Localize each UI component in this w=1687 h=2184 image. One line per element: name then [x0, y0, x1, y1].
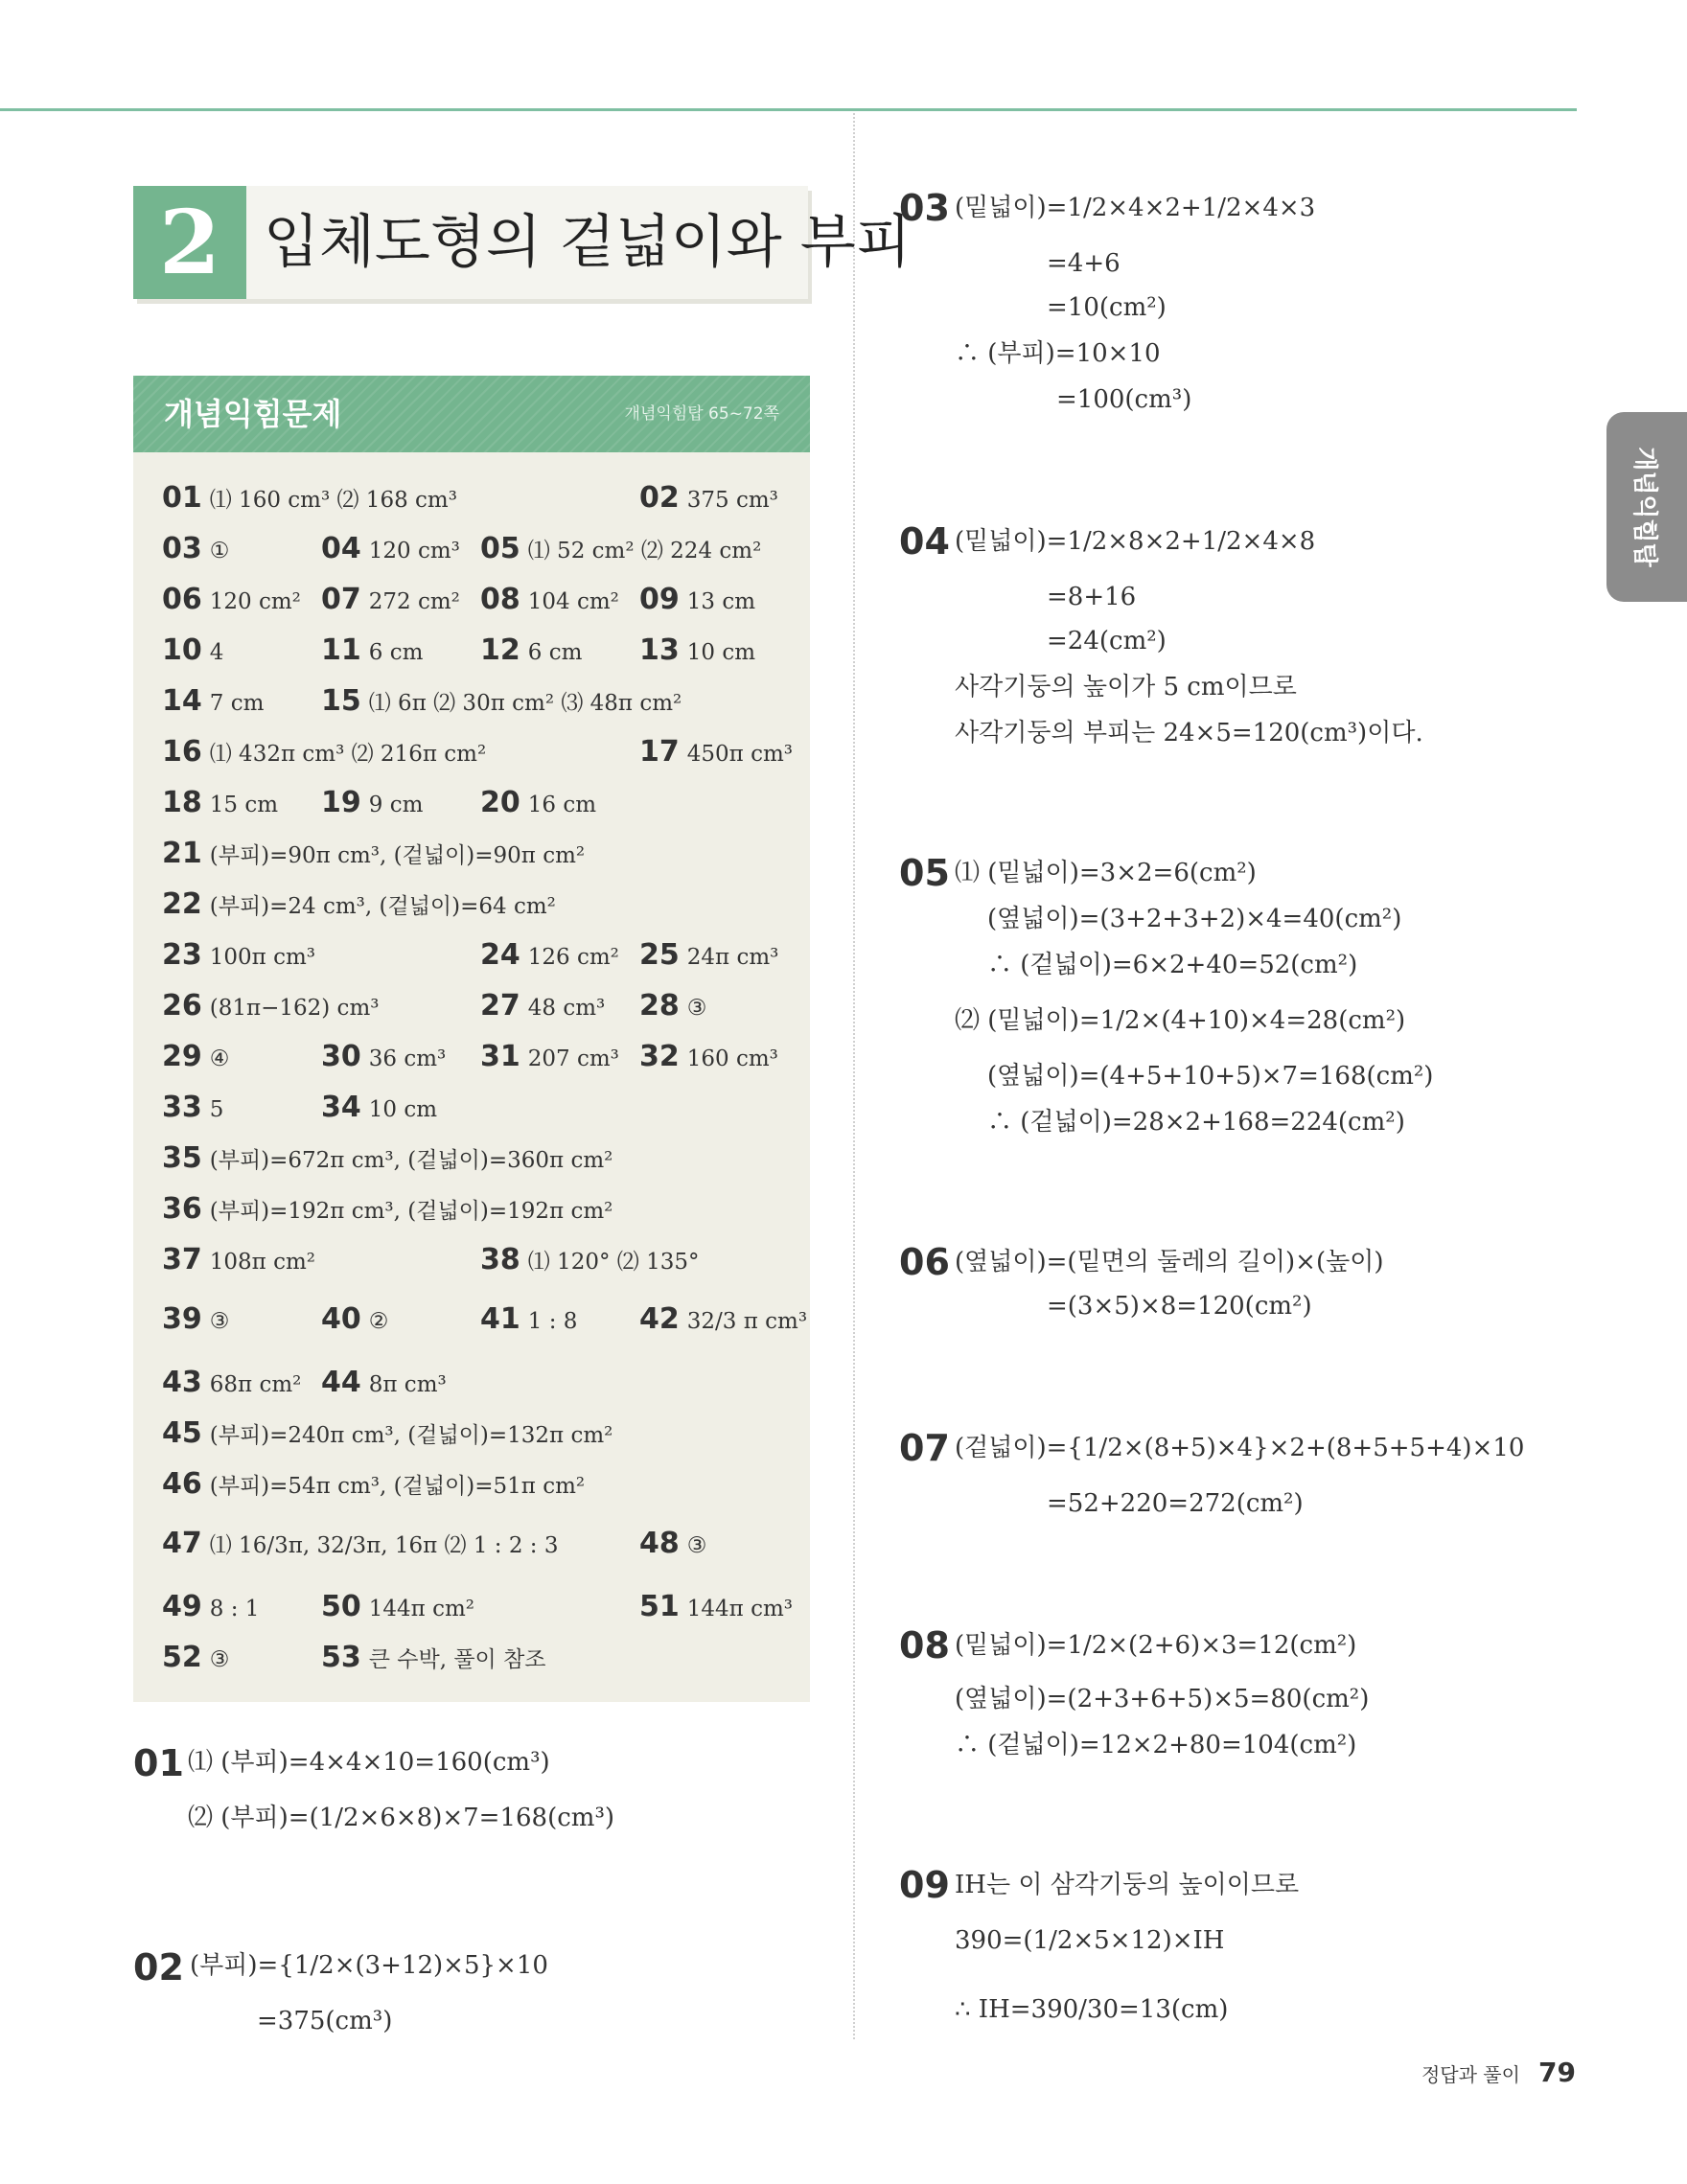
answer-row — [133, 782, 810, 824]
answer-item: 08 104 cm² — [480, 583, 619, 616]
solution-line: ∴ IH=390/30=13(cm) — [955, 1995, 1229, 2024]
answer-row — [133, 1362, 810, 1404]
answer-row — [133, 1413, 810, 1455]
answer-row — [133, 630, 810, 672]
answer-item: 40 ② — [321, 1302, 389, 1336]
answer-item: 33 5 — [162, 1091, 224, 1124]
answer-item: 22 (부피)=24 cm³, (겉넓이)=64 cm² — [162, 887, 556, 921]
answer-item: 14 7 cm — [162, 684, 265, 718]
chapter-title: 입체도형의 겉넓이와 부피 — [264, 209, 912, 276]
solution-number: 02 — [133, 1946, 184, 1989]
solution-line: ∴ (겉넓이)=12×2+80=104(cm²) — [955, 1731, 1357, 1759]
answer-item: 15 ⑴ 6π ⑵ 30π cm² ⑶ 48π cm² — [321, 684, 682, 718]
answer-item: 44 8π cm³ — [321, 1366, 447, 1399]
answer-row — [133, 985, 810, 1027]
answer-row — [133, 579, 810, 621]
side-tab-label: 개념익힘탑 — [1629, 447, 1659, 567]
answer-item: 01 ⑴ 160 cm³ ⑵ 168 cm³ — [162, 481, 457, 515]
answer-item: 07 272 cm² — [321, 583, 460, 616]
solution-line: (겉넓이)={1/2×(8+5)×4}×2+(8+5+5+4)×10 — [955, 1434, 1525, 1462]
answer-row — [133, 1036, 810, 1078]
answer-item: 42 32/3 π cm³ — [639, 1302, 808, 1336]
solution-line: (옆넓이)=(4+5+10+5)×7=168(cm²) — [987, 1062, 1434, 1091]
solution-number: 07 — [899, 1427, 950, 1469]
answer-item: 39 ③ — [162, 1302, 230, 1336]
answer-item: 52 ③ — [162, 1641, 230, 1674]
answer-row — [133, 1523, 810, 1565]
answer-row — [133, 477, 810, 519]
chapter-number: 2 — [133, 186, 246, 299]
answer-item: 20 16 cm — [480, 786, 597, 819]
answer-item: 26 (81π−162) cm³ — [162, 989, 380, 1023]
answer-row — [133, 1138, 810, 1180]
answer-row — [133, 680, 810, 723]
answer-item: 16 ⑴ 432π cm³ ⑵ 216π cm² — [162, 735, 487, 769]
solution-line: =52+220=272(cm²) — [1047, 1489, 1304, 1518]
solution-line: =10(cm²) — [1047, 293, 1167, 322]
solution-line: =375(cm³) — [257, 2007, 393, 2035]
solution-line: =8+16 — [1047, 583, 1137, 611]
answer-item: 41 1 : 8 — [480, 1302, 578, 1336]
answer-row — [133, 1299, 810, 1341]
answer-item: 13 10 cm — [639, 633, 756, 667]
answer-row — [133, 1087, 810, 1129]
answer-row — [133, 1586, 810, 1628]
answer-item: 37 108π cm² — [162, 1243, 315, 1276]
concept-box-header — [133, 376, 810, 452]
solution-line: 사각기둥의 부피는 24×5=120(cm³)이다. — [955, 719, 1423, 747]
answer-item: 34 10 cm — [321, 1091, 438, 1124]
answer-row — [133, 528, 810, 570]
answer-row — [133, 1463, 810, 1506]
answer-item: 19 9 cm — [321, 786, 424, 819]
solution-line: (밑넓이)=1/2×(2+6)×3=12(cm²) — [955, 1631, 1357, 1660]
answer-item: 11 6 cm — [321, 633, 424, 667]
answer-item: 48 ③ — [639, 1527, 707, 1560]
answer-item: 04 120 cm³ — [321, 532, 460, 565]
answer-item: 27 48 cm³ — [480, 989, 606, 1023]
answer-item: 38 ⑴ 120° ⑵ 135° — [480, 1243, 700, 1276]
section-side-tab — [1606, 412, 1687, 602]
solution-line: ∴ (부피)=10×10 — [955, 339, 1161, 368]
top-rule — [0, 108, 1577, 111]
answer-item: 51 144π cm³ — [639, 1590, 793, 1623]
solution-line: ⑴ (부피)=4×4×10=160(cm³) — [188, 1748, 550, 1777]
answer-row — [133, 833, 810, 875]
answer-item: 49 8 : 1 — [162, 1590, 260, 1623]
chapter-heading — [133, 186, 912, 299]
answer-item: 32 160 cm³ — [639, 1040, 778, 1073]
answer-item: 24 126 cm² — [480, 938, 619, 972]
page-number: 79 — [1538, 2057, 1576, 2088]
column-divider — [853, 113, 855, 2039]
answer-item: 35 (부피)=672π cm³, (겉넓이)=360π cm² — [162, 1141, 613, 1175]
answer-item: 43 68π cm² — [162, 1366, 302, 1399]
solution-line: =100(cm³) — [1056, 385, 1192, 414]
answer-item: 53 큰 수박, 풀이 참조 — [321, 1641, 546, 1674]
answer-item: 25 24π cm³ — [639, 938, 779, 972]
solution-line: ⑵ (부피)=(1/2×6×8)×7=168(cm³) — [188, 1804, 615, 1832]
solution-line: ⑴ (밑넓이)=3×2=6(cm²) — [955, 859, 1257, 887]
solution-number: 03 — [899, 187, 950, 229]
answer-item: 12 6 cm — [480, 633, 583, 667]
answer-item: 45 (부피)=240π cm³, (겉넓이)=132π cm² — [162, 1416, 613, 1450]
answer-item: 47 ⑴ 16/3π, 32/3π, 16π ⑵ 1 : 2 : 3 — [162, 1527, 559, 1560]
solution-line: ∴ (겉넓이)=6×2+40=52(cm²) — [987, 951, 1358, 979]
answer-row — [133, 1239, 810, 1281]
solution-line: 390=(1/2×5×12)×IH — [955, 1926, 1225, 1955]
answer-item: 21 (부피)=90π cm³, (겉넓이)=90π cm² — [162, 837, 586, 870]
solution-line: (부피)={1/2×(3+12)×5}×10 — [190, 1951, 548, 1980]
solution-line: =24(cm²) — [1047, 627, 1167, 655]
answer-item: 06 120 cm² — [162, 583, 301, 616]
answer-row — [133, 1188, 810, 1230]
solution-number: 01 — [133, 1742, 184, 1784]
answer-item: 17 450π cm³ — [639, 735, 793, 769]
answer-item: 36 (부피)=192π cm³, (겉넓이)=192π cm² — [162, 1192, 613, 1226]
solution-line: (옆넓이)=(2+3+6+5)×5=80(cm²) — [955, 1685, 1370, 1713]
answer-row — [133, 731, 810, 773]
answer-item: 05 ⑴ 52 cm² ⑵ 224 cm² — [480, 532, 762, 565]
answer-row — [133, 934, 810, 977]
answer-item: 23 100π cm³ — [162, 938, 315, 972]
answer-item: 03 ① — [162, 532, 230, 565]
concept-box-ref: 개념익힘탑 65~72쪽 — [624, 404, 779, 424]
answer-item: 30 36 cm³ — [321, 1040, 447, 1073]
answer-item: 18 15 cm — [162, 786, 279, 819]
solution-line: 사각기둥의 높이가 5 cm이므로 — [955, 673, 1297, 701]
solution-line: IH는 이 삼각기둥의 높이이므로 — [955, 1871, 1300, 1899]
answer-item: 46 (부피)=54π cm³, (겉넓이)=51π cm² — [162, 1467, 586, 1501]
solution-line: (밑넓이)=1/2×4×2+1/2×4×3 — [955, 194, 1316, 222]
solution-number: 08 — [899, 1624, 950, 1667]
solution-number: 05 — [899, 852, 950, 894]
concept-box-title: 개념익힘문제 — [164, 396, 342, 432]
solution-line: =(3×5)×8=120(cm²) — [1047, 1292, 1312, 1321]
solution-number: 09 — [899, 1864, 950, 1906]
answer-row — [133, 884, 810, 926]
page-footer — [1421, 2057, 1576, 2088]
solution-line: (밑넓이)=1/2×8×2+1/2×4×8 — [955, 527, 1316, 556]
solution-line: ∴ (겉넓이)=28×2+168=224(cm²) — [987, 1108, 1405, 1137]
answer-item: 29 ④ — [162, 1040, 230, 1073]
solution-line: (옆넓이)=(3+2+3+2)×4=40(cm²) — [987, 905, 1402, 933]
solution-line: =4+6 — [1047, 249, 1121, 278]
answer-item: 10 4 — [162, 633, 224, 667]
answer-item: 02 375 cm³ — [639, 481, 778, 515]
answer-item: 28 ③ — [639, 989, 707, 1023]
answer-item: 09 13 cm — [639, 583, 756, 616]
footer-label: 정답과 풀이 — [1421, 2063, 1520, 2086]
solution-line: ⑵ (밑넓이)=1/2×(4+10)×4=28(cm²) — [955, 1006, 1406, 1035]
answer-item: 50 144π cm² — [321, 1590, 474, 1623]
solution-number: 04 — [899, 520, 950, 563]
solution-line: (옆넓이)=(밑면의 둘레의 길이)×(높이) — [955, 1248, 1384, 1276]
answer-item: 31 207 cm³ — [480, 1040, 619, 1073]
solution-number: 06 — [899, 1241, 950, 1283]
answer-row — [133, 1637, 810, 1679]
concept-answer-box — [133, 376, 810, 1702]
